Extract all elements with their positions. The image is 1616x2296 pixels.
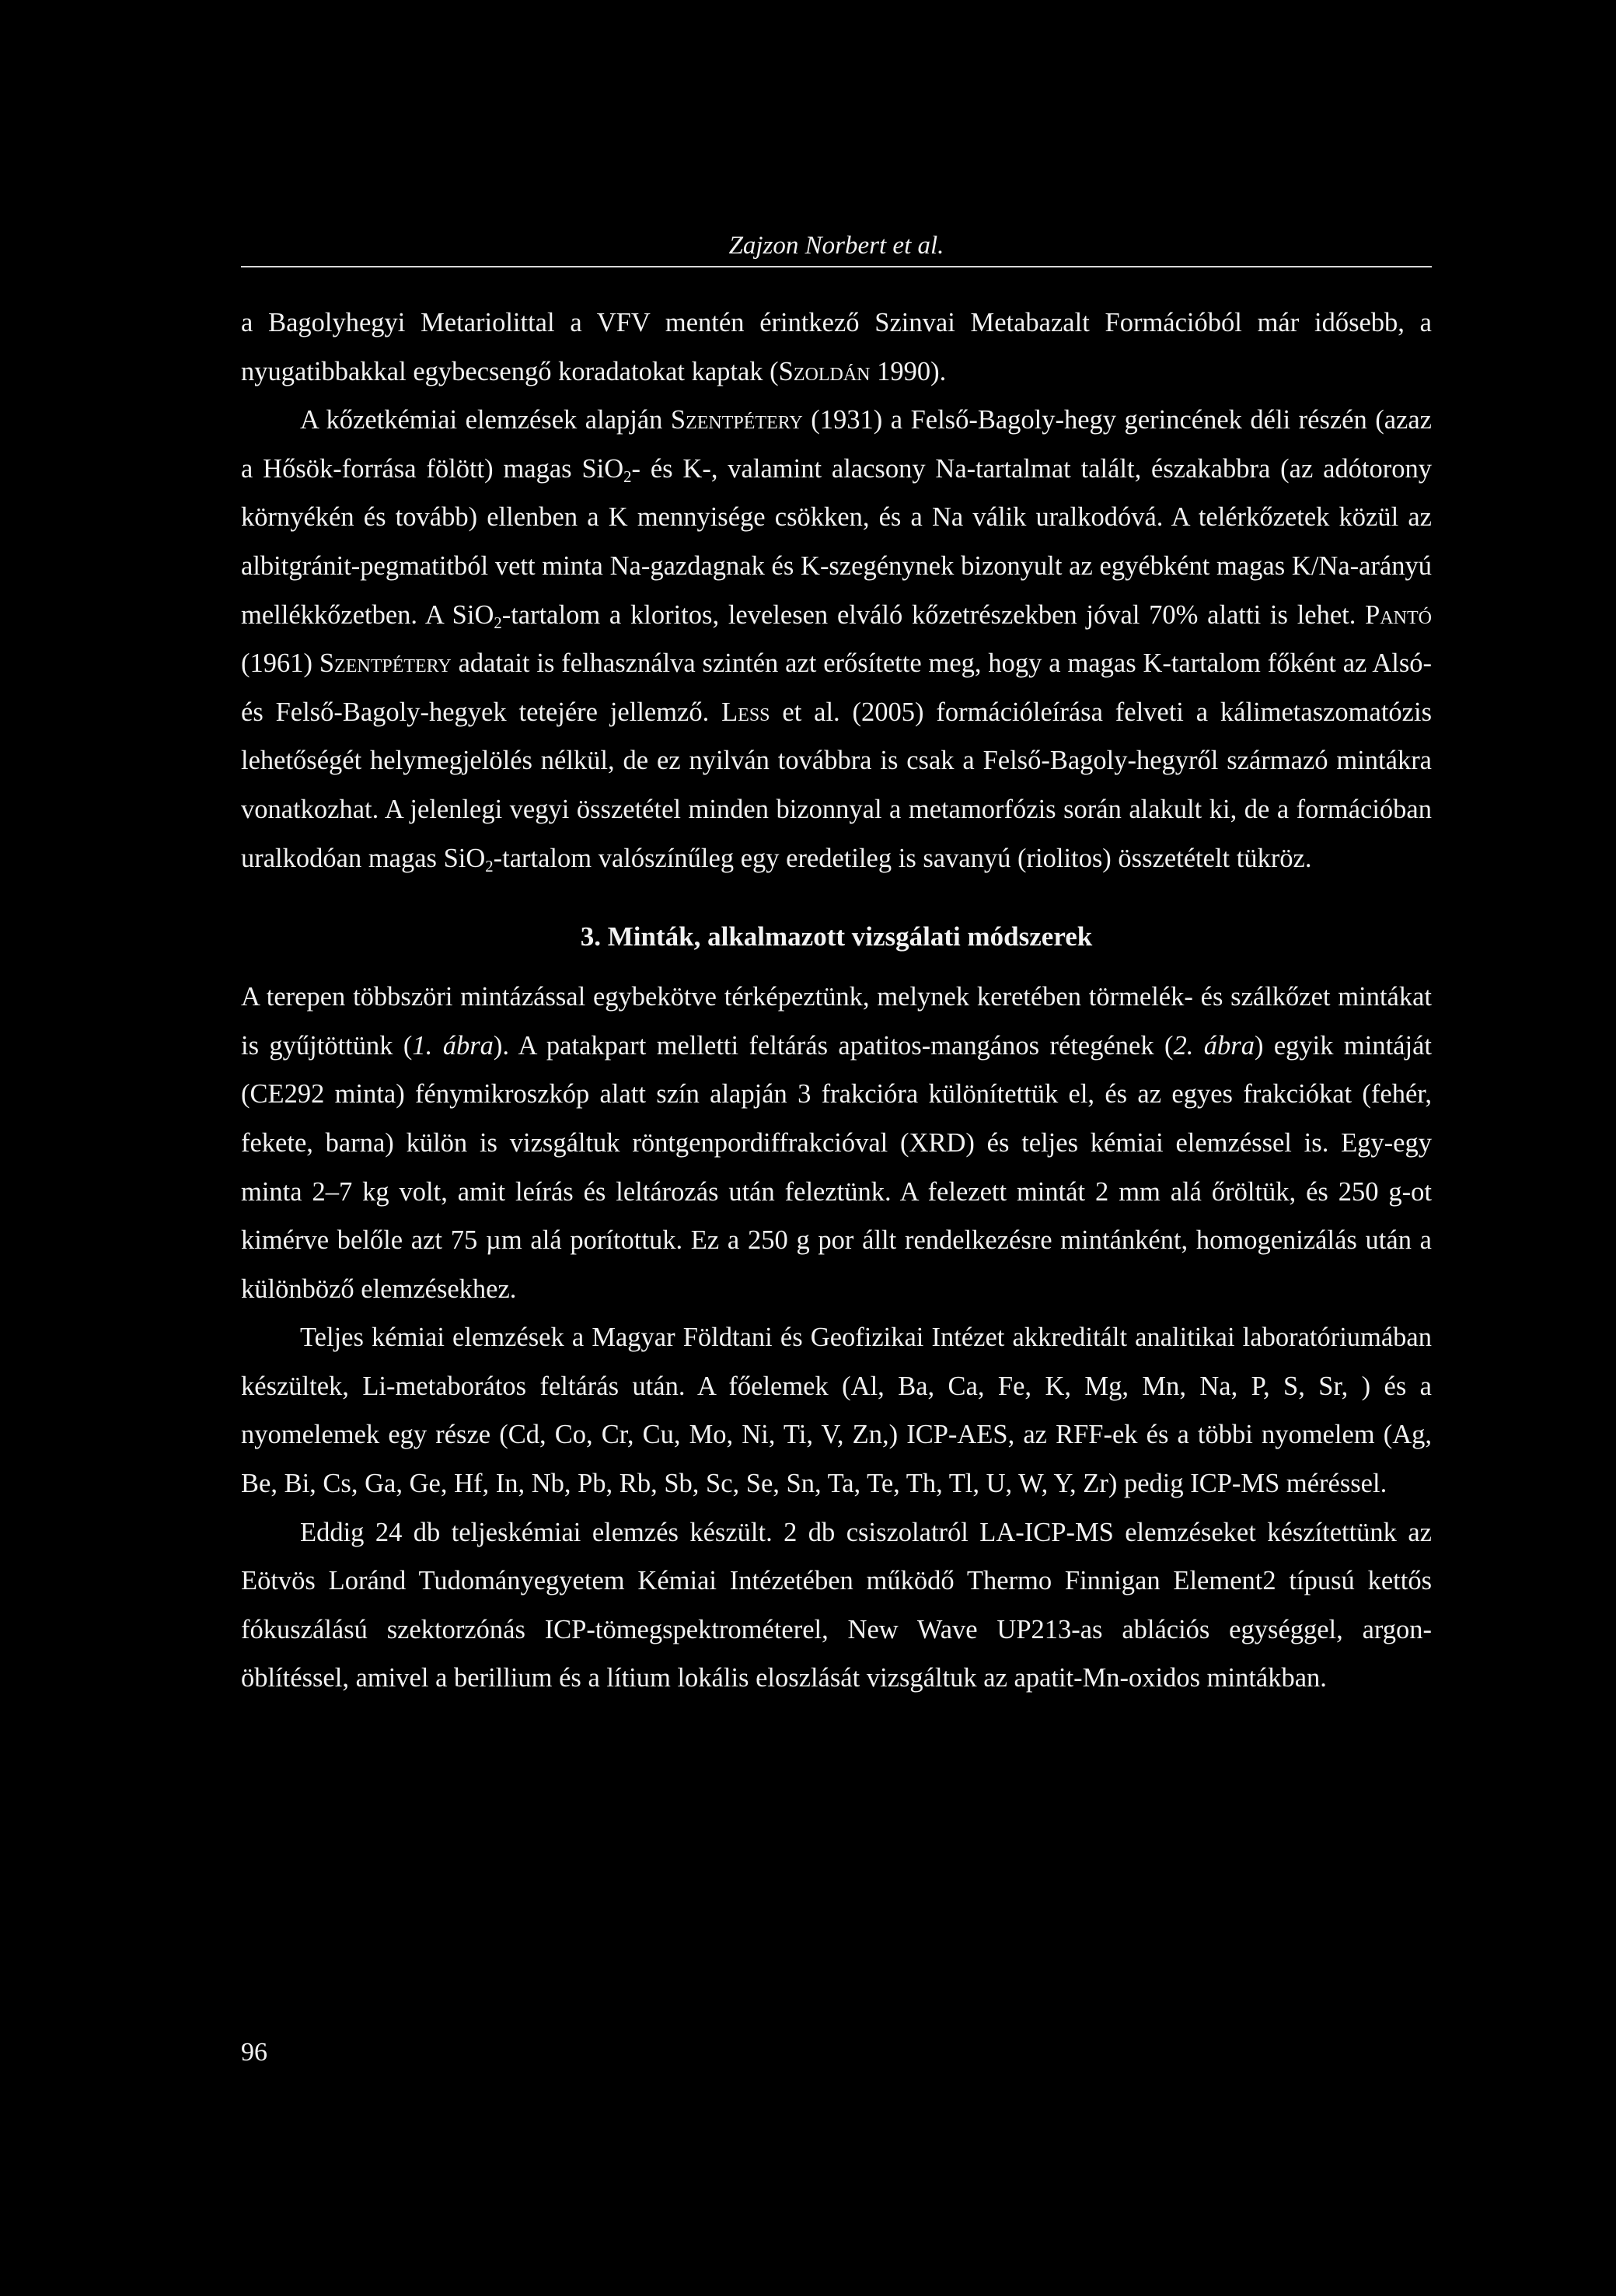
text-run: A terepen többszöri mintázással egybekötve térképeztünk, melynek keretében törmelék- és szálkőzet mintákat is gyűjtöttünk ( <box>241 982 1432 1061</box>
text-run: -tartalom valószínűleg egy eredetileg is savanyú (riolitos) összetételt tükröz. <box>493 843 1312 873</box>
section-heading: 3. Minták, alkalmazott vizsgálati módszerek <box>580 921 1093 952</box>
subscript: 2 <box>623 468 632 486</box>
text-run: -tartalom a kloritos, levelesen elváló kőzetrészekben jóval 70% alatti is lehet. <box>501 599 1366 630</box>
subscript: 2 <box>494 614 502 632</box>
text-run: ). A patakpart melletti feltárás apatitos-mangános rétegének ( <box>493 1030 1174 1061</box>
figure-reference: 1. ábra <box>412 1030 494 1061</box>
paragraph-sampling <box>241 973 1432 1313</box>
paragraph-geochemistry <box>241 396 1432 882</box>
text-run: et al. (2005) formációleírása felveti a kálimetaszomatózis lehetőségét helymegjelölés nélkül, de ez nyilván továbbra is csak a Felső-Bagoly-hegyről származó mintákra vonatkozhat. A jelenlegi vegyi összetétel minden bizonnyal a metamorfózis során alakult ki, de a formációban uralkodóan magas SiO <box>241 697 1432 873</box>
text-run: 1990). <box>870 356 947 386</box>
running-head: Zajzon Norbert et al. <box>241 230 1432 267</box>
text-run: ) egyik mintáját (CE292 minta) fénymikroszkóp alatt szín alapján 3 frakcióra különítettük el, és az egyes frakciókat (fehér, fekete, barna) külön is vizsgáltuk röntgenpordiffrakcióval (XRD) és teljes kémiai elemzéssel is. Egy-egy minta 2–7 kg volt, amit leírás és leltározás után feleztünk. A felezett mintát 2 mm alá őröltük, és 250 g-ot kimérve belőle azt 75 µm alá porítottuk. Ez a 250 g por állt rendelkezésre mintánként, homogenizálás után a különböző elemzésekhez. <box>241 1030 1432 1304</box>
body-text <box>241 299 1432 1703</box>
text-run: a Bagolyhegyi Metariolittal a VFV mentén érintkező Szinvai Metabazalt Formációból már idősebb, a nyugatibbakkal egybecsengő koradatokat kaptak ( <box>241 308 1432 386</box>
citation-author: Szoldán <box>778 356 871 386</box>
text-run: A kőzetkémiai elemzések alapján <box>300 405 671 435</box>
paragraph-continuation <box>241 299 1432 396</box>
page-number: 96 <box>241 2038 267 2067</box>
figure-reference: 2. ábra <box>1173 1030 1255 1061</box>
citation-author: Pantó <box>1365 599 1432 630</box>
text-run: (1931) a Felső-Bagoly-hegy gerincének déli részén (azaz a Hősök-forrása fölött) magas SiO <box>241 405 1432 484</box>
text-run: - és K-, valamint alacsony Na-tartalmat talált, északabbra (az adótorony környékén és tovább) ellenben a K mennyisége csökken, és a Na válik uralkodóvá. A telérkőzetek közül az albitgránit-pegmatitból vett minta Na-gazdagnak és K-szegénynek bizonyult az egyébként magas K/Na-arányú mellékkőzetben. A SiO <box>241 453 1432 630</box>
subscript: 2 <box>485 858 494 875</box>
citation-author: Szentpétery <box>670 405 803 435</box>
text-run: (1961) <box>241 648 319 679</box>
paragraph-chemical-analysis: Teljes kémiai elemzések a Magyar Földtani és Geofizikai Intézet akkreditált analitikai laboratóriumában készültek, Li-metaborátos feltárás után. A főelemek (Al, Ba, Ca, Fe, K, Mg, Mn, Na, P, S, Sr, ) és a nyomelemek egy része (Cd, Co, Cr, Cu, Mo, Ni, Ti, V, Zn,) ICP-AES, az RFF-ek és a többi nyomelem (Ag, Be, Bi, Cs, Ga, Ge, Hf, In, Nb, Pb, Rb, Sb, Sc, Se, Sn, Ta, Te, Th, Tl, U, W, Y, Zr) pedig ICP-MS méréssel. <box>241 1323 1432 1499</box>
text-run: adatait is felhasználva szintén azt erősítette meg, hogy a magas K-tartalom főként az Alsó- és Felső-Bagoly-hegyek tetejére jellemző. <box>241 648 1432 727</box>
paragraph-la-icp-ms: Eddig 24 db teljeskémiai elemzés készült. 2 db csiszolatról LA-ICP-MS elemzéseket készítettünk az Eötvös Loránd Tudományegyetem Kémiai Intézetében működő Thermo Finnigan Element2 típusú kettős fókuszálású szektorzónás ICP-tömegspektrométerel, New Wave UP213-as ablációs egységgel, argon-öblítéssel, amivel a berillium és a lítium lokális eloszlását vizsgáltuk az apatit-Mn-oxidos mintákban. <box>241 1517 1432 1693</box>
citation-author: Less <box>721 697 770 727</box>
citation-author: Szentpétery <box>319 648 452 679</box>
page-content <box>241 230 1432 1703</box>
